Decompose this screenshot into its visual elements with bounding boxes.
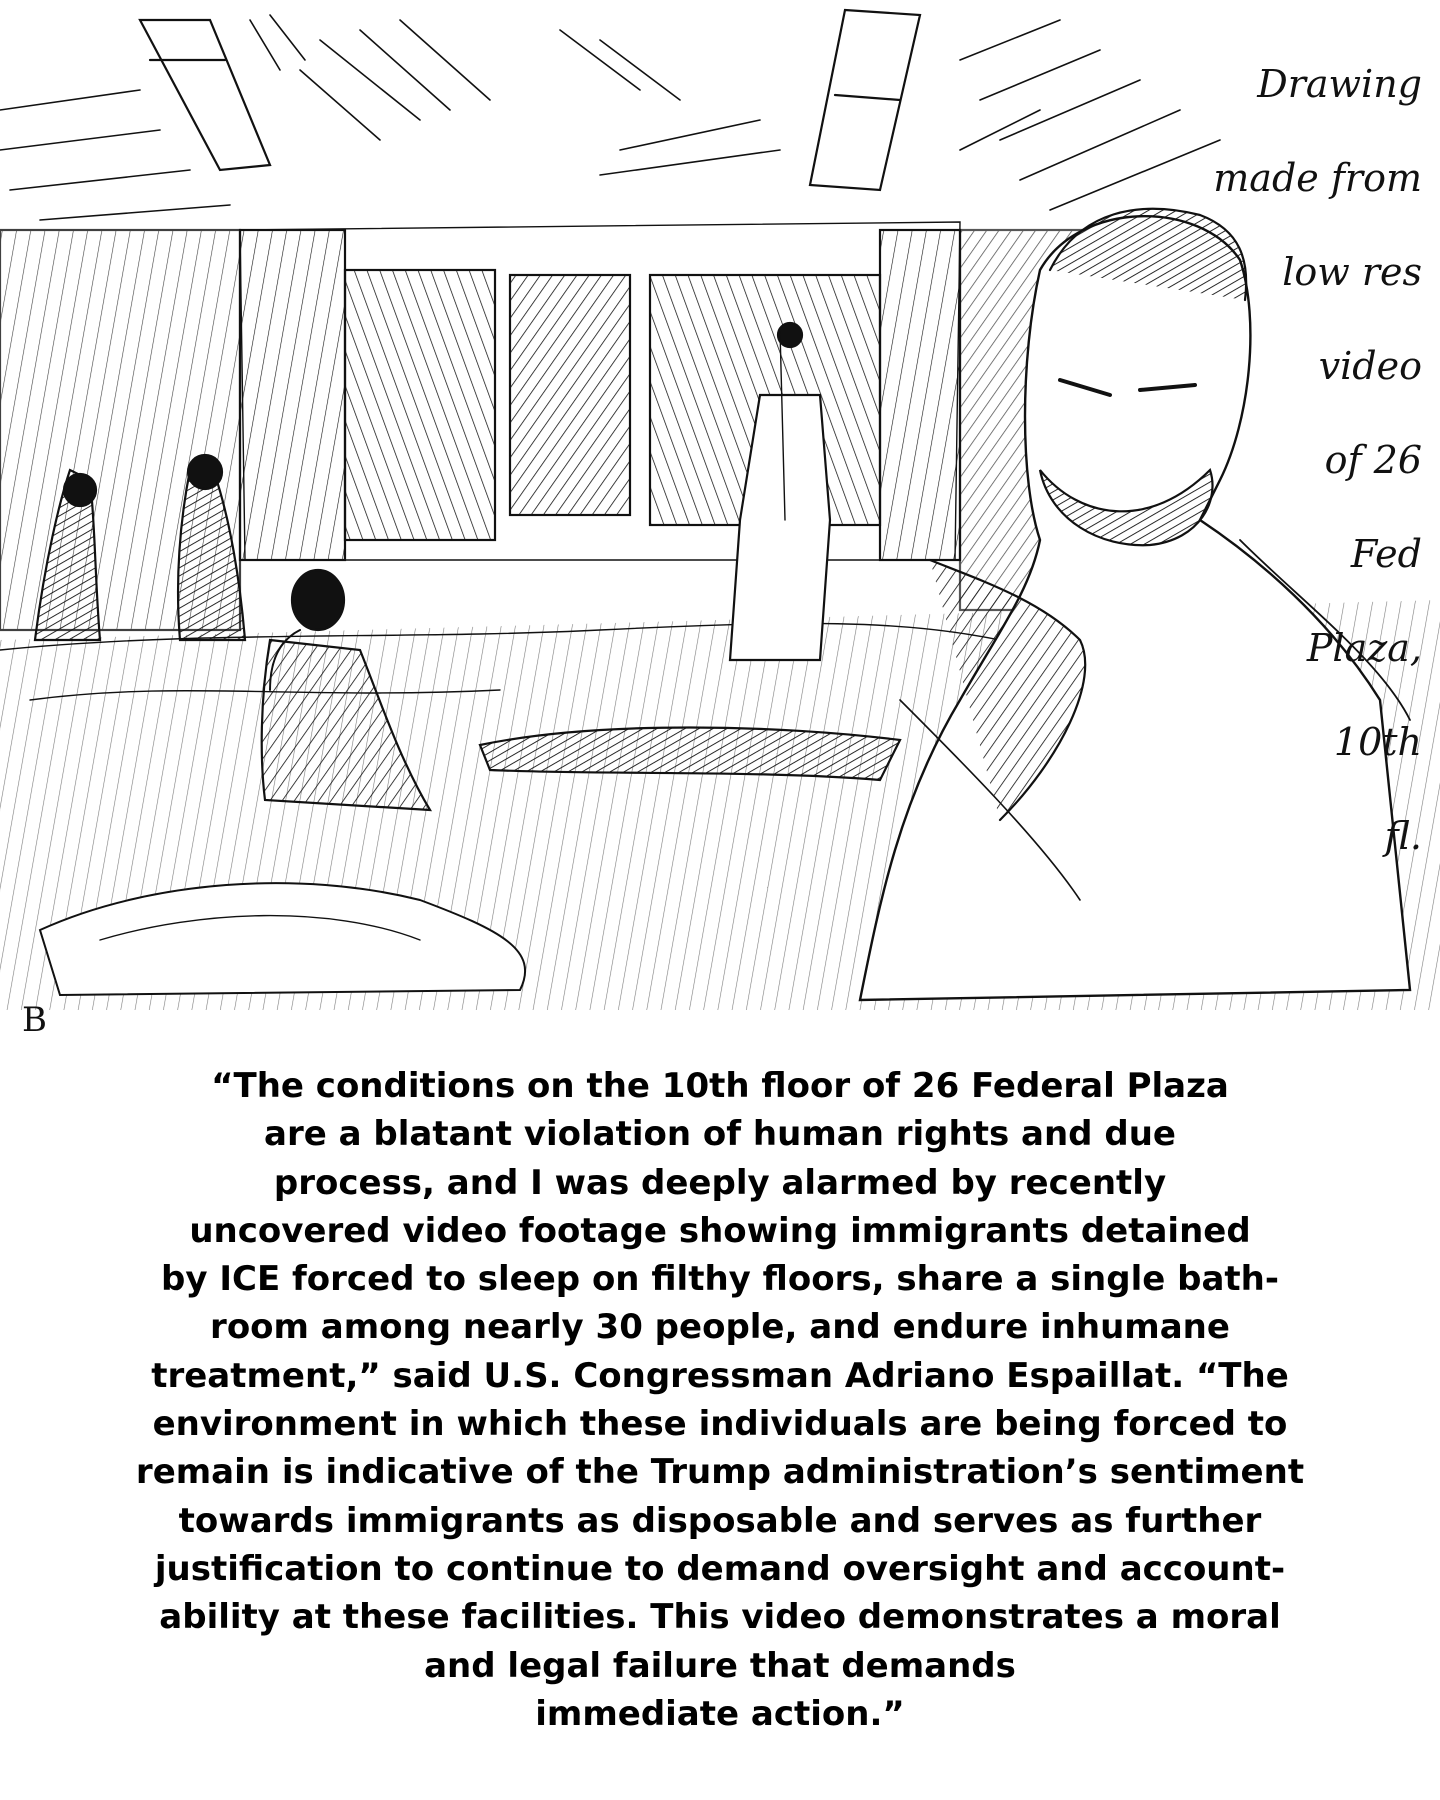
quote-line: process, and I was deeply alarmed by recently [273, 1162, 1167, 1203]
quote-line: uncovered video footage showing immigrants detained [189, 1210, 1251, 1251]
quote-line: remain is indicative of the Trump administration’s sentiment [135, 1452, 1305, 1493]
quote-line: by ICE forced to sleep on filthy floors, share a single bath- [161, 1259, 1279, 1300]
quote-line: “The conditions on the 10th floor of 26 Federal Plaza [211, 1066, 1229, 1106]
quote-line: towards immigrants as disposable and serves as further [178, 1500, 1262, 1541]
quote-line: environment in which these individuals are being forced to [152, 1404, 1288, 1445]
caption-line: made from [1213, 156, 1422, 200]
caption-line: video [1318, 344, 1422, 388]
caption-line: 10th [1333, 720, 1422, 764]
quote-line: and legal failure that demands [424, 1645, 1016, 1686]
caption-line: Drawing [1257, 62, 1422, 106]
caption-line: Fed [1350, 532, 1422, 576]
quote-line: are a blatant violation of human rights and due [264, 1114, 1176, 1155]
quote-text [40, 1062, 1400, 1738]
ceiling-lights [140, 10, 920, 190]
caption-line: of 26 [1324, 438, 1422, 482]
quote-line: immediate action.” [535, 1693, 905, 1734]
drawing-caption [1182, 14, 1422, 907]
quote-line: treatment,” said U.S. Congressman Adriano Espaillat. “The [151, 1355, 1289, 1396]
quote-line: justification to continue to demand oversight and account- [154, 1548, 1286, 1589]
ceiling-hatching [0, 15, 1220, 220]
quote-line: room among nearly 30 people, and endure inhumane [210, 1307, 1230, 1348]
artist-signature: B [22, 1000, 47, 1040]
quote-line: ability at these facilities. This video demonstrates a moral [159, 1597, 1281, 1638]
caption-line: low res [1282, 250, 1422, 294]
back-wall [240, 222, 960, 560]
caption-line: Plaza, [1306, 626, 1422, 670]
caption-line: fl. [1384, 814, 1422, 858]
